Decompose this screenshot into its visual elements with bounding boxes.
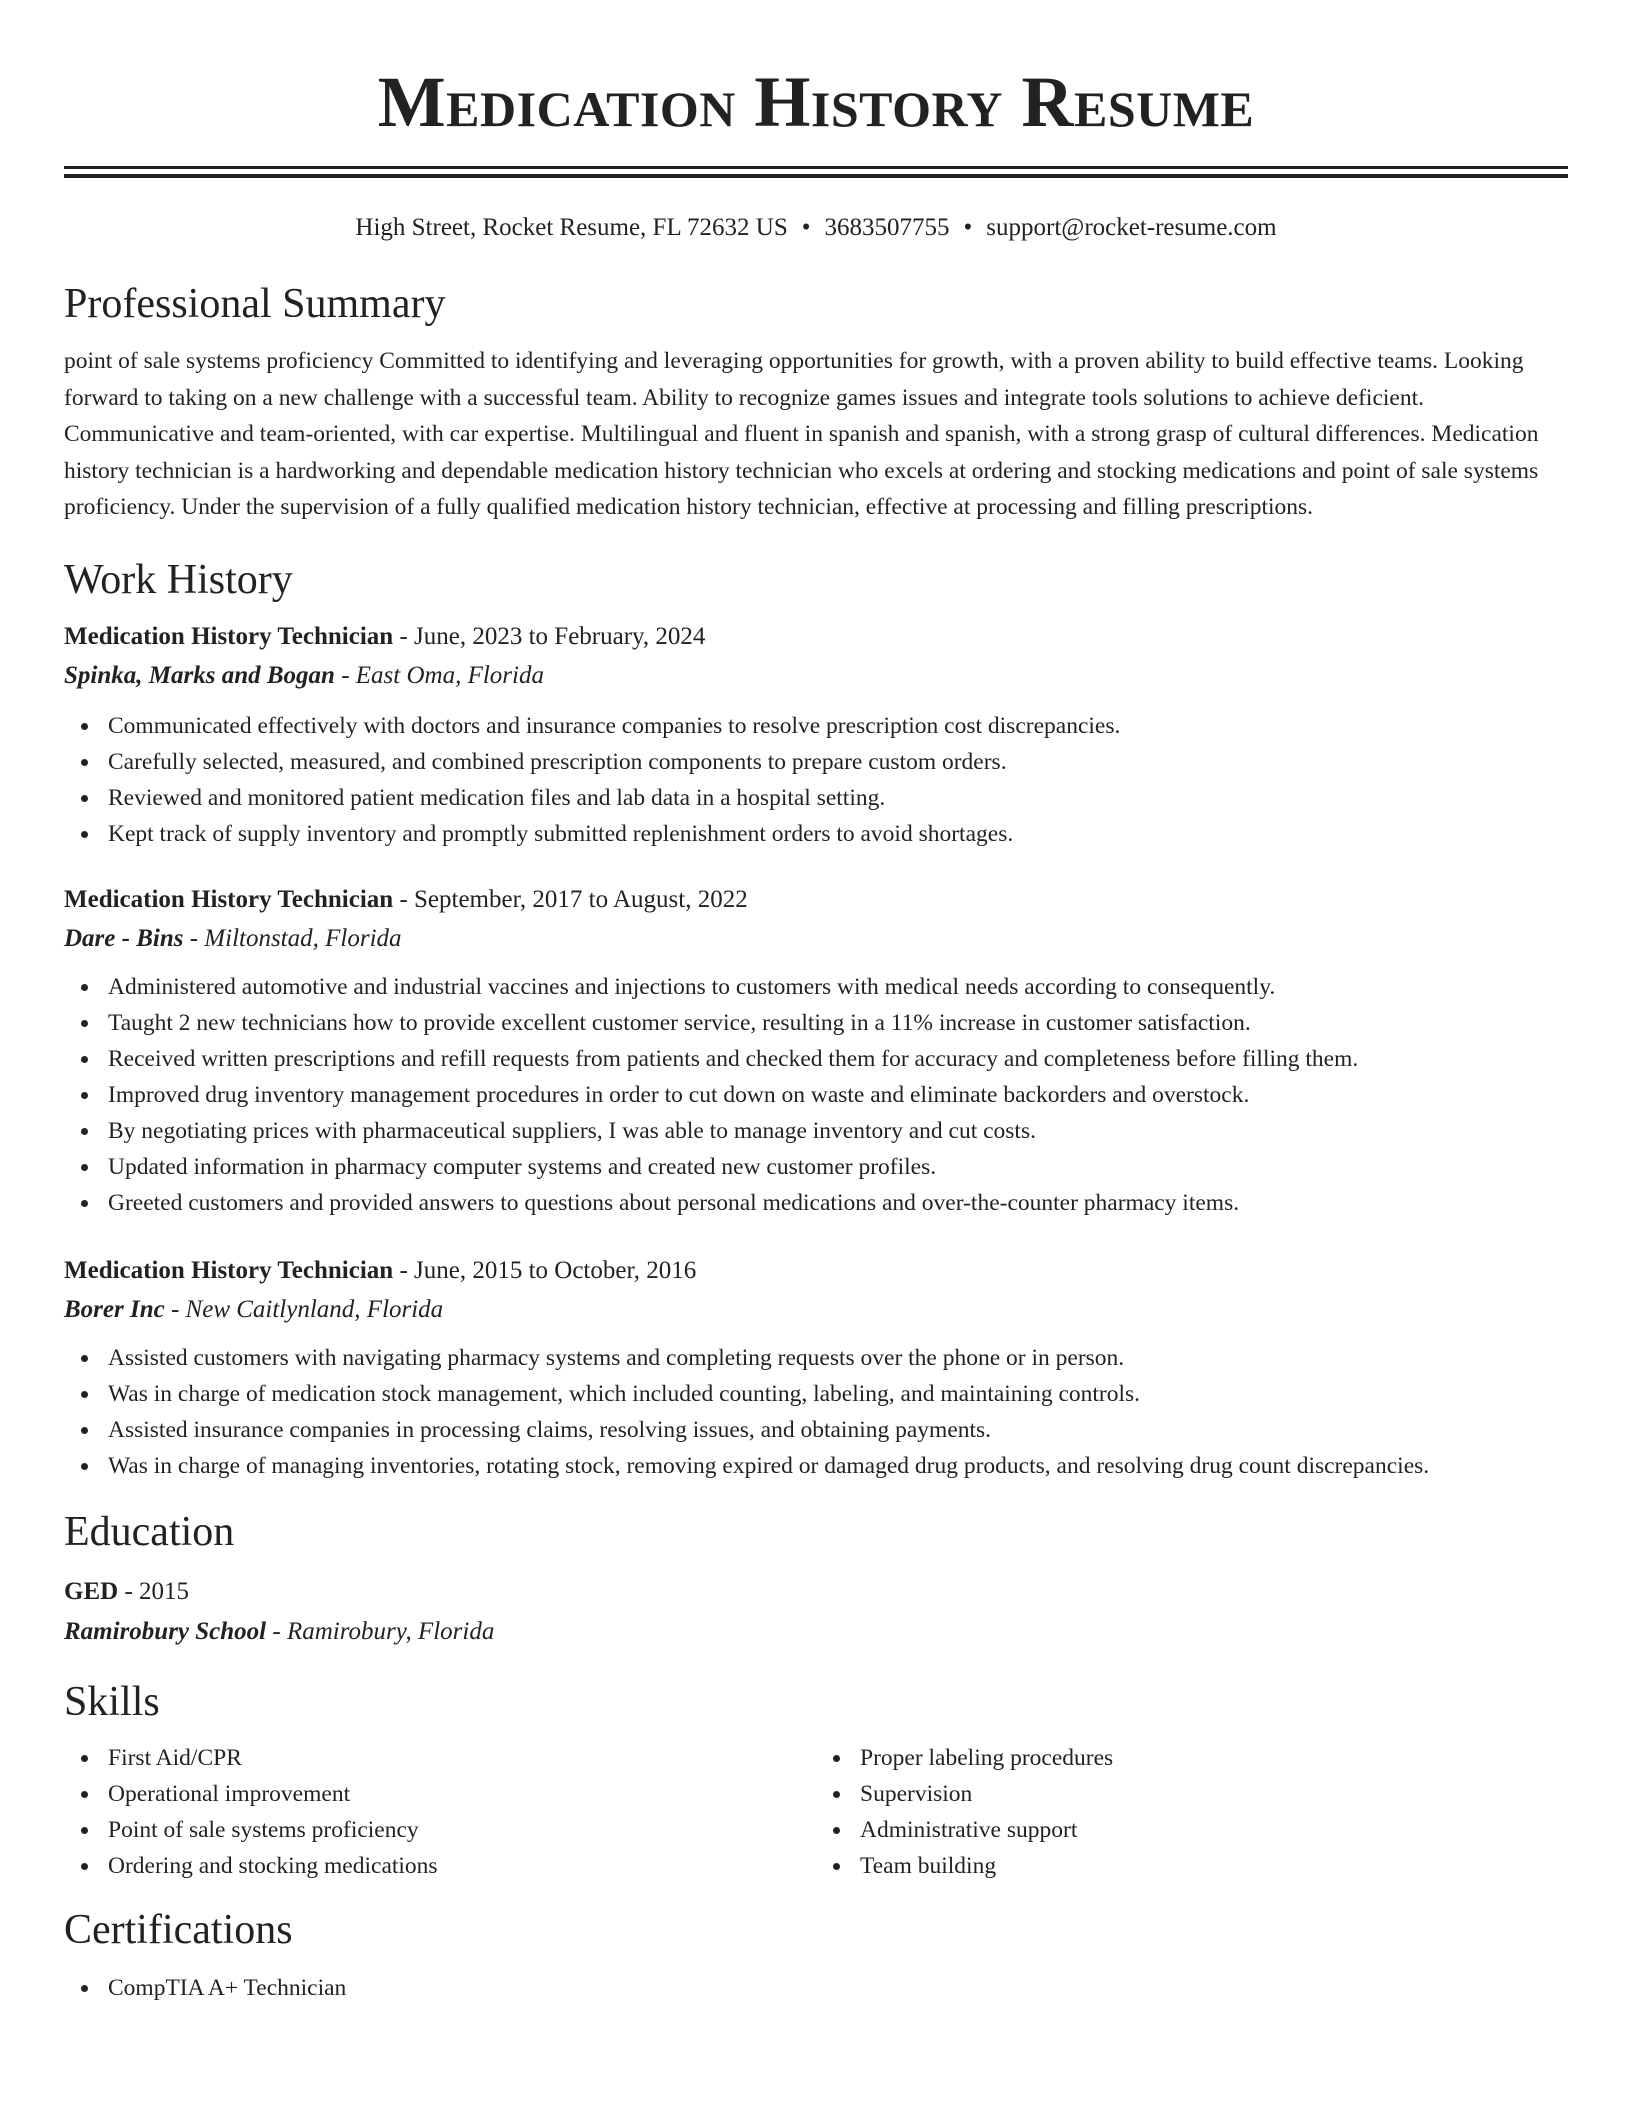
job-company: Dare - Bins [64,924,184,952]
skill-item: Team building [860,1848,1568,1884]
job-bullet: Was in charge of medication stock management, which included counting, labeling, and maintaining controls. [108,1376,1568,1412]
job-entry [64,1252,1568,1484]
education-school: Ramirobury School [64,1617,267,1645]
skill-item: Operational improvement [108,1776,816,1812]
contact-line [64,212,1568,244]
certification-item: CompTIA A+ Technician [108,1970,1568,2006]
contact-address: High Street, Rocket Resume, FL 72632 US [355,214,788,241]
job-bullet: Greeted customers and provided answers to questions about personal medications and over-the-counter pharmacy items. [108,1185,1568,1221]
skill-item: Ordering and stocking medications [108,1848,816,1884]
skill-item: Supervision [860,1776,1568,1812]
summary-heading: Professional Summary [64,281,446,327]
job-location: - East Oma, Florida [334,661,544,689]
job-header [64,881,1568,919]
job-bullet: Reviewed and monitored patient medication files and lab data in a hospital setting. [108,780,1568,816]
job-dates: - September, 2017 to August, 2022 [393,885,748,913]
skills-grid [64,1740,1568,1884]
job-bullet: Kept track of supply inventory and promptly submitted replenishment orders to avoid shortages. [108,816,1568,852]
job-dates: - June, 2023 to February, 2024 [393,622,706,650]
education-year: - 2015 [118,1577,190,1605]
job-entry [64,618,1568,852]
education-heading: Education [64,1508,235,1555]
job-header [64,618,1568,656]
resume-page [64,0,1568,2006]
skill-item: First Aid/CPR [108,1740,816,1776]
summary-text: point of sale systems proficiency Committed to identifying and leveraging opportunities for growth, with a proven ability to build effective teams. Looking forward to taking on a new challenge with a successful team. Ability to recognize games issues and integrate tools solutions to achieve deficient. Communicative and team-oriented, with car expertise. Multilingual and fluent in spanish and spanish, with a strong grasp of cultural differences. Medication history technician is a hardworking and dependable medication history technician who excels at ordering and stocking medications and point of sale systems proficiency. Under the supervision of a fully qualified medication history technician, effective at processing and filling prescriptions. [64,348,1539,520]
job-bullet: Was in charge of managing inventories, rotating stock, removing expired or damaged drug products, and resolving drug count discrepancies. [108,1448,1568,1484]
education-header [64,1572,1568,1612]
job-bullet: Updated information in pharmacy computer systems and created new customer profiles. [108,1149,1568,1185]
job-location: - New Caitlynland, Florida [164,1295,444,1323]
job-bullet: Administered automotive and industrial vaccines and injections to customers with medical needs according to consequently. [108,969,1568,1005]
job-bullet: Assisted customers with navigating pharmacy systems and completing requests over the phone or in person. [108,1340,1568,1376]
work-history-heading: Work History [64,556,293,603]
job-bullet: Improved drug inventory management procedures in order to cut down on waste and eliminate backorders and overstock. [108,1077,1568,1113]
job-bullet: By negotiating prices with pharmaceutical suppliers, I was able to manage inventory and cut costs. [108,1113,1568,1149]
skill-item: Proper labeling procedures [860,1740,1568,1776]
job-employer [64,919,1568,959]
contact-email: support@rocket-resume.com [986,214,1277,241]
job-bullets [64,708,1568,852]
job-bullet: Carefully selected, measured, and combined prescription components to prepare custom orders. [108,744,1568,780]
contact-phone: 3683507755 [824,214,950,241]
certifications-list [64,1970,1568,2006]
job-dates: - June, 2015 to October, 2016 [393,1256,697,1284]
job-role: Medication History Technician [64,1256,394,1284]
job-company: Spinka, Marks and Bogan [64,661,335,689]
skill-item: Administrative support [860,1812,1568,1848]
education-school-line [64,1612,1568,1652]
contact-separator: • [963,214,973,241]
education-degree: GED [64,1577,119,1605]
job-bullets [64,969,1568,1221]
title-divider [64,166,1568,178]
skill-item: Point of sale systems proficiency [108,1812,816,1848]
job-bullet: Communicated effectively with doctors and insurance companies to resolve prescription cost discrepancies. [108,708,1568,744]
job-bullet: Assisted insurance companies in processing claims, resolving issues, and obtaining payments. [108,1412,1568,1448]
skills-column-left [64,1740,816,1884]
job-employer [64,1290,1568,1330]
education-location: - Ramirobury, Florida [266,1617,495,1645]
job-location: - Miltonstad, Florida [183,924,402,952]
contact-separator: • [801,214,811,241]
job-bullet: Taught 2 new technicians how to provide excellent customer service, resulting in a 11% increase in customer satisfaction. [108,1005,1568,1041]
job-company: Borer Inc [64,1295,165,1323]
job-entry [64,881,1568,1221]
job-bullet: Received written prescriptions and refill requests from patients and checked them for accuracy and completeness before filling them. [108,1041,1568,1077]
skills-heading: Skills [64,1678,160,1725]
job-bullets [64,1340,1568,1484]
resume-title: Medication History Resume [377,62,1255,142]
job-header [64,1252,1568,1290]
certifications-heading: Certifications [64,1906,293,1953]
job-employer [64,656,1568,696]
job-role: Medication History Technician [64,622,394,650]
education-entry [64,1572,1568,1652]
job-role: Medication History Technician [64,885,394,913]
skills-column-right [816,1740,1568,1884]
